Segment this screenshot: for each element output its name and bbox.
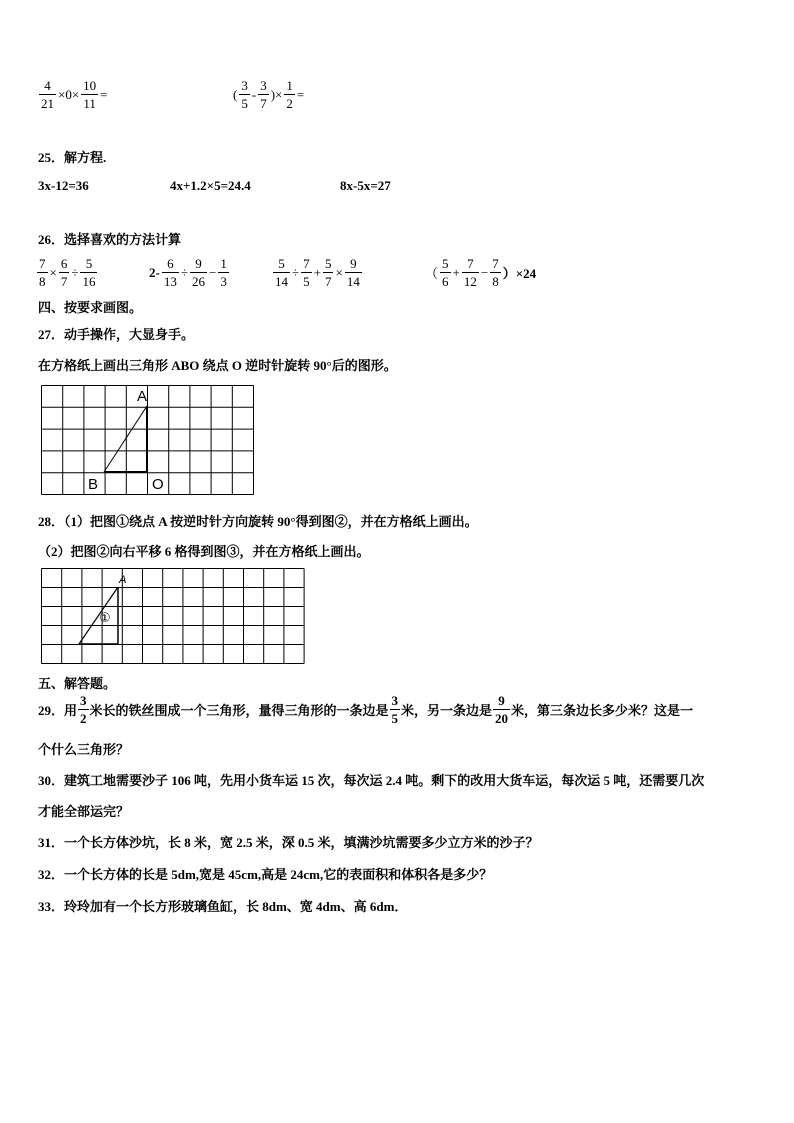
q29-line1: 29．用 $\frac{3}{2}$ 米长的铁丝围成一个三角形，量得三角形的一条边是 $\frac{3}{5}$ 米，另一条边是 $\frac{9}{20}$ 米，第三条边长多少米？这是一 — [38, 693, 694, 726]
fraction: $\frac{4}{21}$ — [41, 78, 54, 111]
fraction: $\frac{3}{7}$ — [260, 78, 267, 111]
section-4-heading: 四、按要求画图。 — [38, 300, 143, 315]
grid-lines — [42, 569, 305, 664]
label-a: A — [137, 388, 148, 405]
section-5-heading: 五、解答题。 — [38, 676, 117, 691]
q26-calc-2: 2- $\frac{6}{13}$ ÷ $\frac{9}{26}$ − $\frac{1}{3}$ — [149, 256, 227, 289]
fraction: $\frac{10}{11}$ — [83, 78, 97, 111]
label-o: O — [152, 476, 164, 493]
q30-line1: 30．建筑工地需要沙子 106 吨，先用小货车运 15 次，每次运 2.4 吨。剩下的改用大货车运，每次运 5 吨，还需要几次 — [38, 773, 705, 788]
q31: 31．一个长方体沙坑，长 8 米，宽 2.5 米，深 0.5 米，填满沙坑需要多少立方米的沙子？ — [38, 835, 539, 850]
fraction: $\frac{3}{5}$ — [241, 78, 248, 111]
label-a: A — [119, 574, 127, 586]
triangle-side-ab — [104, 406, 147, 472]
expr-1: $\frac{4}{21}$ ×0× $\frac{10}{11}$ = — [41, 78, 108, 111]
q28-part2: （2）把图②向右平移 6 格得到图③，并在方格纸上画出。 — [38, 544, 370, 559]
q25-eq3: 8x-5x=27 — [340, 178, 391, 193]
expr-2: ( $\frac{3}{5}$ - $\frac{3}{7}$ )× $\frac{1}{2}$ = — [233, 78, 305, 111]
q30-line2: 才能全部运完？ — [38, 804, 130, 819]
q26-calc-1: $\frac{7}{8}$ × $\frac{6}{7}$ ÷ $\frac{5}{16}$ — [39, 256, 96, 289]
q27-desc: 在方格纸上画出三角形 ABO 绕点 O 逆时针旋转 90°后的图形。 — [38, 358, 397, 373]
q33: 33．玲玲加有一个长方形玻璃鱼缸，长 8dm、宽 4dm、高 6dm． — [38, 899, 408, 914]
q25-title: 25．解方程. — [38, 150, 107, 165]
q27-grid — [41, 385, 255, 495]
fraction: $\frac{1}{2}$ — [286, 78, 293, 111]
q32: 32．一个长方体的长是 5dm,宽是 45cm,高是 24cm,它的表面积和体积各是多少？ — [38, 867, 493, 882]
q27-title: 27．动手操作，大显身手。 — [38, 327, 195, 342]
figure-1-label: ① — [99, 610, 111, 625]
q25-eq1: 3x-12=36 — [38, 178, 89, 193]
label-b: B — [88, 476, 99, 493]
q28-grid — [41, 568, 307, 664]
q26-calc-4: （ $\frac{5}{6}$ + $\frac{7}{12}$ − $\frac{7}{8}$ ）×24 — [425, 256, 537, 289]
q28-part1: 28．（1）把图①绕点 A 按逆时针方向旋转 90°得到图②，并在方格纸上画出。 — [38, 514, 478, 529]
q26-title: 26．选择喜欢的方法计算 — [38, 232, 182, 247]
q29-line2: 个什么三角形？ — [38, 742, 130, 757]
q25-eq2: 4x+1.2×5=24.4 — [170, 178, 251, 193]
q26-calc-3: $\frac{5}{14}$ ÷ $\frac{7}{5}$ + $\frac{5}{7}$ × $\frac{9}{14}$ — [275, 256, 360, 289]
